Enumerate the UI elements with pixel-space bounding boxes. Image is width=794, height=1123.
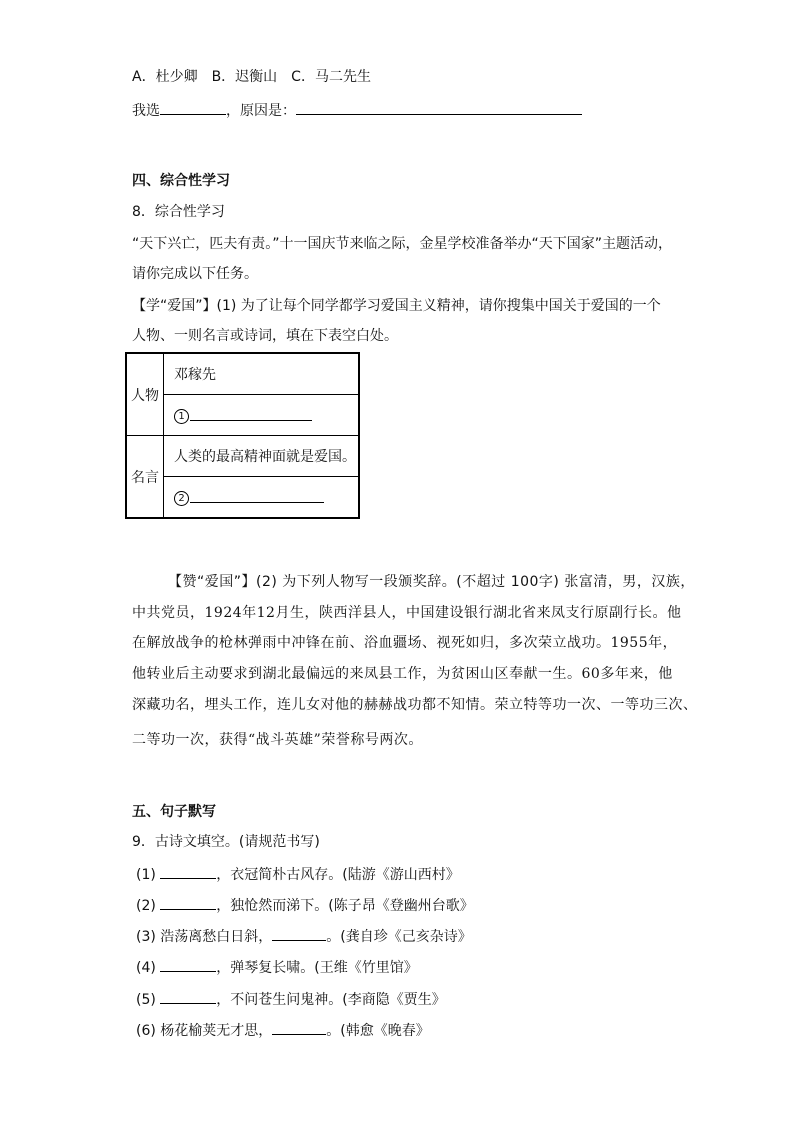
task2-line-1: 【赞“爱国”】(2) 为下列人物写一段颁奖辞。(不超过 100字) 张富清，男，汉族，: [168, 574, 695, 590]
circled-number-1: 1: [174, 409, 189, 424]
choose-label: 我选: [132, 103, 160, 119]
task2-line-3: 在解放战争的枪林弹雨中冲锋在前、浴血疆场、视死如归，多次荣立战功。1955年，: [132, 635, 678, 651]
poem-item-3: [136, 926, 472, 946]
person-blank[interactable]: [190, 406, 312, 421]
poem-item-4: [136, 957, 418, 977]
item-after: ，不问苍生问鬼神。(李商隐《贾生》: [216, 992, 446, 1008]
poem-blank-3[interactable]: [272, 926, 326, 941]
poem-blank-2[interactable]: [160, 895, 216, 910]
poem-item-1: [136, 864, 460, 884]
item-after: ，衣冠简朴古风存。(陆游《游山西村》: [216, 867, 460, 883]
quote-example: 人类的最高精神面就是爱国。: [164, 436, 360, 477]
choice-blank[interactable]: [160, 100, 226, 115]
row-head-person: 人物: [126, 353, 164, 436]
person-example: 邓稼先: [164, 353, 360, 395]
item-number: (1): [136, 867, 156, 883]
item-before: 浩荡离愁白日斜，: [160, 929, 273, 945]
q7-options: A．杜少卿 B．迟衡山 C．马二先生: [132, 69, 371, 85]
item-number: (4): [136, 960, 156, 976]
section5-heading: 五、句子默写: [132, 804, 216, 820]
poem-blank-1[interactable]: [160, 864, 216, 879]
reason-label: ，原因是：: [226, 103, 296, 119]
section4-heading: 四、综合性学习: [132, 173, 230, 189]
task2-line-4: 他转业后主动要求到湖北最偏远的来凤县工作，为贫困山区奉献一生。60多年来，他: [132, 666, 673, 682]
poem-blank-6[interactable]: [272, 1020, 326, 1035]
task1-line-1: 【学“爱国”】(1) 为了让每个同学都学习爱国主义精神，请你搜集中国关于爱国的一个: [132, 298, 661, 314]
item-number: (2): [136, 898, 156, 914]
task2-line-2: 中共党员，1924年12月生，陕西洋县人，中国建设银行湖北省来凤支行原副行长。他: [132, 605, 682, 621]
task1-line-2: 人物、一则名言或诗词，填在下表空白处。: [132, 328, 398, 344]
poem-blank-4[interactable]: [160, 957, 216, 972]
q9-title: 9．古诗文填空。(请规范书写): [132, 834, 320, 850]
quote-blank[interactable]: [190, 488, 324, 503]
item-after: ，弹琴复长啸。(王维《竹里馆》: [216, 960, 418, 976]
q7-answer-line: [132, 100, 582, 120]
item-after: 。(韩愈《晚春》: [326, 1023, 430, 1039]
q8-intro-line-2: 请你完成以下任务。: [132, 266, 258, 282]
poem-blank-5[interactable]: [160, 989, 216, 1004]
patriot-table: [125, 352, 360, 519]
item-after: ，独怆然而涕下。(陈子昂《登幽州台歌》: [216, 898, 474, 914]
poem-item-6: [136, 1020, 430, 1040]
poem-item-5: [136, 989, 446, 1009]
item-number: (3): [136, 929, 156, 945]
poem-item-2: [136, 895, 474, 915]
item-number: (6): [136, 1023, 156, 1039]
person-blank-cell: [164, 395, 360, 436]
q8-intro-line-1: “天下兴亡，匹夫有责。”十一国庆节来临之际，金星学校准备举办“天下国家”主题活动，: [132, 236, 673, 252]
item-number: (5): [136, 992, 156, 1008]
item-after: 。(龚自珍《己亥杂诗》: [326, 929, 472, 945]
reason-blank[interactable]: [296, 100, 582, 115]
circled-number-2: 2: [174, 491, 189, 506]
item-before: 杨花榆荚无才思，: [160, 1023, 273, 1039]
task2-line-5: 深藏功名，埋头工作，连儿女对他的赫赫战功都不知情。荣立特等功一次、一等功三次、: [132, 697, 698, 713]
q8-title: 8．综合性学习: [132, 204, 225, 220]
task2-line-6: 二等功一次，获得“战斗英雄”荣誉称号两次。: [132, 732, 423, 748]
row-head-quote: 名言: [126, 436, 164, 519]
quote-blank-cell: [164, 477, 360, 519]
